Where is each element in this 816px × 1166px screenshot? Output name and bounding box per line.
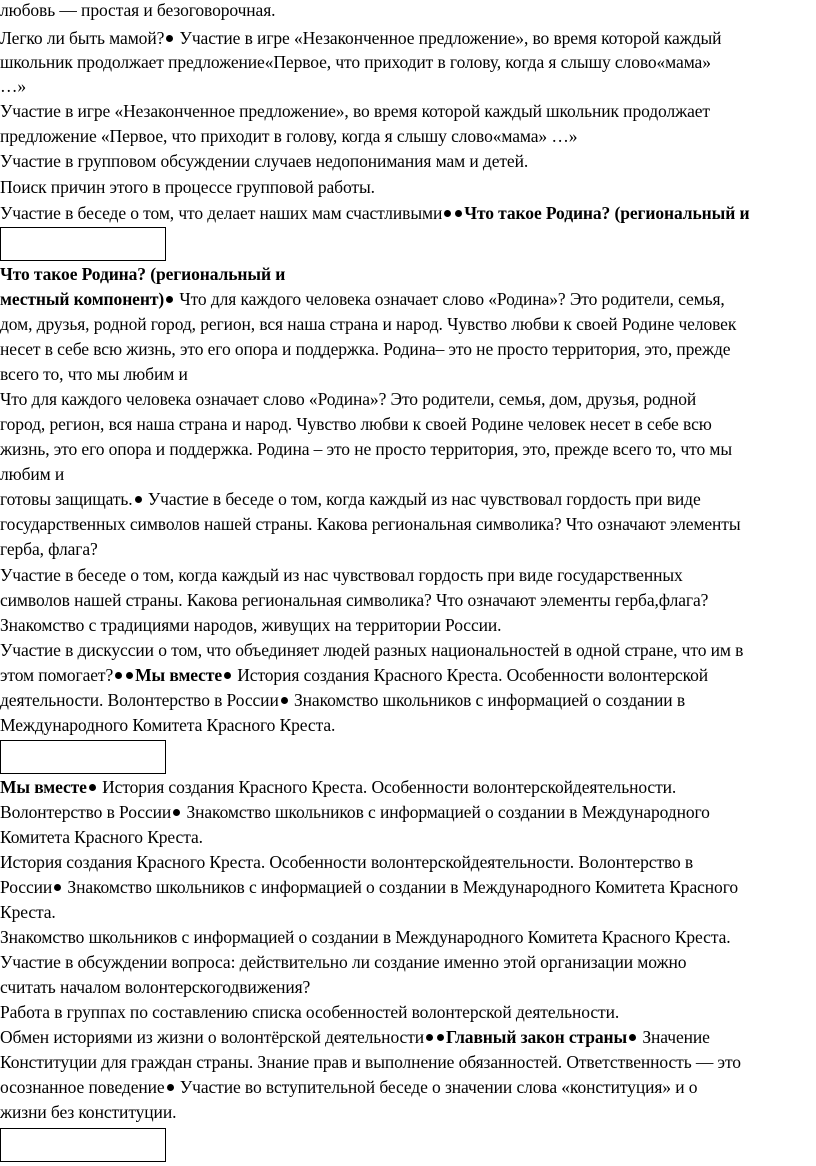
text-line: Участие в беседе о том, что делает наших мам счастливыми Что такое Родина? (региональный и bbox=[0, 203, 750, 223]
bullet-icon bbox=[224, 672, 231, 679]
bullet-icon bbox=[115, 672, 122, 679]
bullet-icon bbox=[281, 697, 288, 704]
text-line: История создания Красного Креста. Особенности волонтерскойдеятельности. Волонтерство в bbox=[0, 852, 694, 872]
text-line: Участие в дискуссии о том, что объединяет людей разных национальностей в одной стране, что им в bbox=[0, 640, 744, 660]
bullet-icon bbox=[166, 296, 173, 303]
bullet-icon bbox=[89, 784, 96, 791]
text-line: России Знакомство школьников с информацией о создании в Международного Комитета Красного bbox=[0, 877, 738, 897]
text-line: деятельности. Волонтерство в России Знакомство школьников с информацией о создании в bbox=[0, 690, 685, 710]
text-line: считать началом волонтерскогодвижения? bbox=[0, 977, 311, 997]
section-heading: Что такое Родина? (региональный и bbox=[0, 264, 286, 284]
bullet-icon bbox=[437, 1034, 444, 1041]
text-line: жизни без конституции. bbox=[0, 1102, 177, 1122]
text-line: Участие в групповом обсуждении случаев недопонимания мам и детей. bbox=[0, 151, 529, 171]
text-line: любовь — простая и безоговорочная. bbox=[0, 0, 276, 20]
empty-cell-box bbox=[0, 227, 166, 261]
text-line: осознанное поведение Участие во вступительной беседе о значении слова «конституция» и о bbox=[0, 1077, 698, 1097]
text-line: предложение «Первое, что приходит в голову, когда я слышу слово«мама» …» bbox=[0, 126, 578, 146]
text-line: Международного Комитета Красного Креста. bbox=[0, 715, 336, 735]
empty-cell-box bbox=[0, 740, 166, 774]
text-line: город, регион, вся наша страна и народ. Чувство любви к своей Родине человек несет в себе всю bbox=[0, 414, 712, 434]
text-line: Знакомство с традициями народов, живущих на территории России. bbox=[0, 615, 502, 635]
text-line: Участие в беседе о том, когда каждый из нас чувствовал гордость при виде государственных bbox=[0, 565, 683, 585]
bullet-icon bbox=[426, 1034, 433, 1041]
text-line: этом помогает? Мы вместе История создания Красного Креста. Особенности волонтерской bbox=[0, 665, 709, 685]
text-line: Легко ли быть мамой? Участие в игре «Незаконченное предложение», во время которой каждый bbox=[0, 28, 722, 48]
text-line: несет в себе всю жизнь, это его опора и поддержка. Родина– это не просто территория, это, прежде bbox=[0, 339, 731, 359]
text-line: Что для каждого человека означает слово «Родина»? Это родители, семья, дом, друзья, родной bbox=[0, 389, 697, 409]
bullet-icon bbox=[167, 1084, 174, 1091]
text-line: Волонтерство в России Знакомство школьников с информацией о создании в Международного bbox=[0, 802, 710, 822]
text-line: Конституции для граждан страны. Знание прав и выполнение обязанностей. Ответственность — это bbox=[0, 1052, 741, 1072]
text-line: Комитета Красного Креста. bbox=[0, 827, 203, 847]
text-line: Обмен историями из жизни о волонтёрской деятельности Главный закон страны Значение bbox=[0, 1027, 710, 1047]
text-line: любим и bbox=[0, 464, 65, 484]
bullet-icon bbox=[126, 672, 133, 679]
text-line: местный компонент) Что для каждого человека означает слово «Родина»? Это родители, семья, bbox=[0, 289, 725, 309]
empty-cell-box bbox=[0, 1128, 166, 1162]
text-line: Участие в игре «Незаконченное предложение», во время которой каждый школьник продолжает bbox=[0, 101, 710, 121]
text-line: государственных символов нашей страны. Какова региональная символика? Что означают элементы bbox=[0, 514, 741, 534]
text-line: Креста. bbox=[0, 902, 56, 922]
text-line: символов нашей страны. Какова региональная символика? Что означают элементы герба,флага? bbox=[0, 590, 709, 610]
text-line: Участие в обсуждении вопроса: действительно ли создание именно этой организации можно bbox=[0, 952, 687, 972]
text-line: …» bbox=[0, 76, 27, 96]
text-line: Работа в группах по составлению списка особенностей волонтерской деятельности. bbox=[0, 1002, 620, 1022]
text-line: Поиск причин этого в процессе групповой работы. bbox=[0, 177, 375, 197]
text-line: всего то, что мы любим и bbox=[0, 364, 188, 384]
bullet-icon bbox=[629, 1034, 636, 1041]
bullet-icon bbox=[54, 884, 61, 891]
text-line: дом, друзья, родной город, регион, вся наша страна и народ. Чувство любви к своей Родине человек bbox=[0, 314, 737, 334]
text-line: готовы защищать. Участие в беседе о том, когда каждый из нас чувствовал гордость при виде bbox=[0, 489, 701, 509]
text-line: герба, флага? bbox=[0, 539, 98, 559]
text-line: Знакомство школьников с информацией о создании в Международного Комитета Красного Креста. bbox=[0, 927, 731, 947]
text-line: школьник продолжает предложение«Первое, что приходит в голову, когда я слышу слово«мама» bbox=[0, 52, 711, 72]
bullet-icon bbox=[173, 809, 180, 816]
text-line: жизнь, это его опора и поддержка. Родина – это не просто территория, это, прежде всего то, что мы bbox=[0, 439, 733, 459]
bullet-icon bbox=[166, 35, 173, 42]
bullet-icon bbox=[455, 210, 462, 217]
bullet-icon bbox=[444, 210, 451, 217]
bullet-icon bbox=[135, 496, 142, 503]
text-line: Мы вместе История создания Красного Креста. Особенности волонтерскойдеятельности. bbox=[0, 777, 677, 797]
